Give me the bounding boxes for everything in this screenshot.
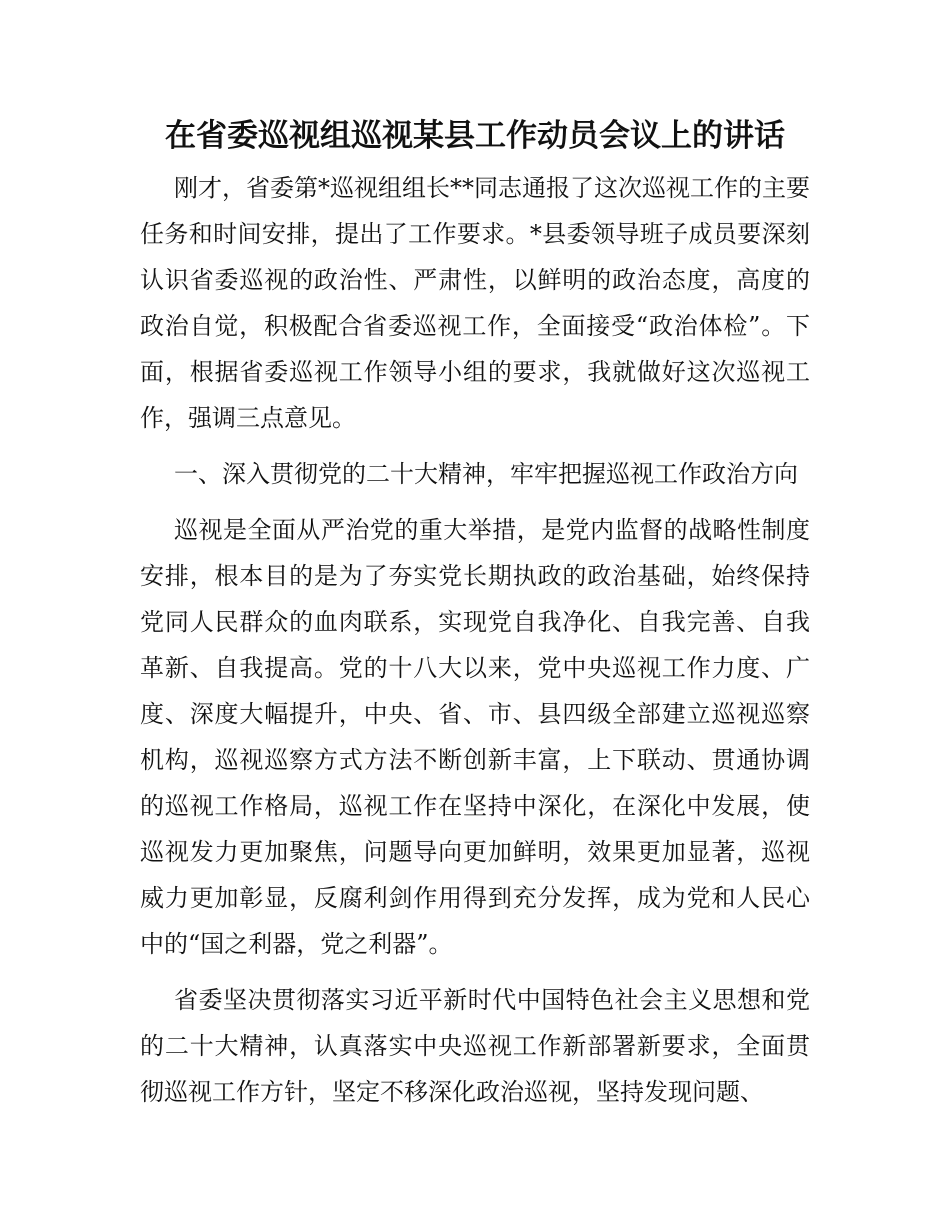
section-heading-1: 一、深入贯彻党的二十大精神，牢牢把握巡视工作政治方向 [174,460,798,488]
paragraph-section-1-body: 巡视是全面从严治党的重大举措，是党内监督的战略性制度安排，根本目的是为了夯实党长期执政的政治基础，始终保持党同人民群众的血肉联系，实现党自我净化、自我完善、自我革新、自我提高。党的十八大以来，党中央巡视工作力度、广度、深度大幅提升，中央、省、市、县四级全部建立巡视巡察机构，巡视巡察方式方法不断创新丰富，上下联动、贯通协调的巡视工作格局，巡视工作在坚持中深化，在深化中发展，使巡视发力更加聚焦，问题导向更加鲜明，效果更加显著，巡视威力更加彰显，反腐利剑作用得到充分发挥，成为党和人民心中的“国之利器，党之利器”。 [140,516,810,958]
document-title: 在省委巡视组巡视某县工作动员会议上的讲话 [165,118,785,154]
document-body [140,112,810,1125]
paragraph-section-1-continued: 省委坚决贯彻落实习近平新时代中国特色社会主义思想和党的二十大精神，认真落实中央巡视工作新部署新要求，全面贯彻巡视工作方针，坚定不移深化政治巡视，坚持发现问题、 [140,986,810,1106]
paragraph-opening: 刚才，省委第*巡视组组长**同志通报了这次巡视工作的主要任务和时间安排，提出了工作要求。*县委领导班子成员要深刻认识省委巡视的政治性、严肃性，以鲜明的政治态度，高度的政治自觉，积极配合省委巡视工作，全面接受“政治体检”。下面，根据省委巡视工作领导小组的要求，我就做好这次巡视工作，强调三点意见。 [140,174,810,432]
